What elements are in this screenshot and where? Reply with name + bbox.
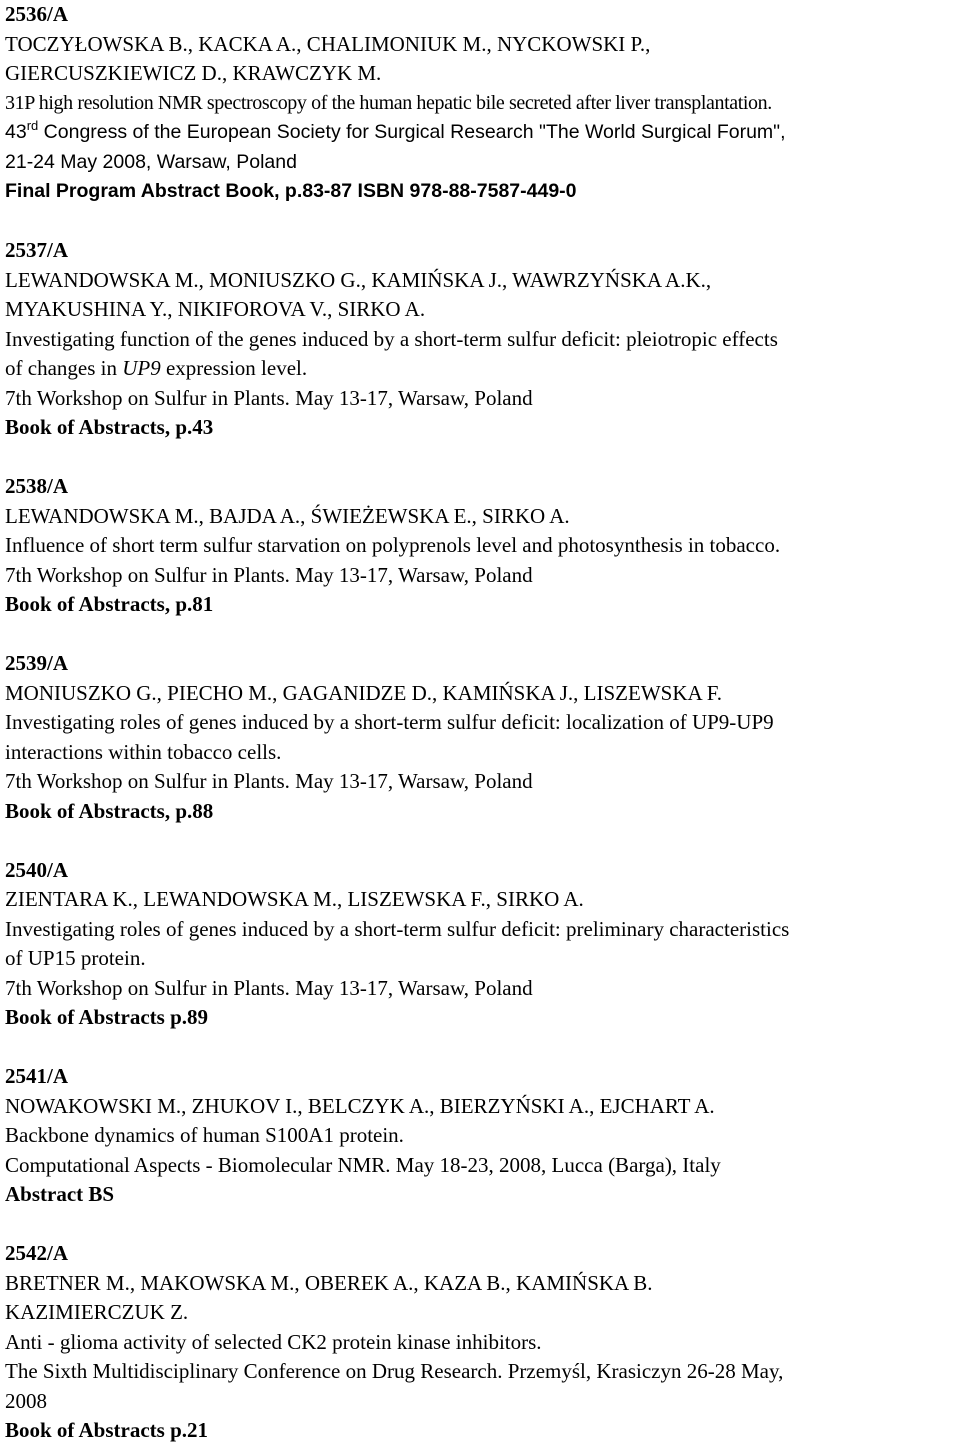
entry-title: Influence of short term sulfur starvation on polyprenols level and photosynthesis in tobacco. xyxy=(5,533,781,557)
entry-source: Book of Abstracts p.89 xyxy=(5,1005,209,1029)
publication-entry xyxy=(5,1239,955,1446)
entry-venue: 7th Workshop on Sulfur in Plants. May 13-17, Warsaw, Poland xyxy=(5,562,533,587)
entry-title: interactions within tobacco cells. xyxy=(5,739,282,764)
entry-title: of UP15 protein. xyxy=(5,946,146,970)
entry-authors: ZIENTARA K., LEWANDOWSKA M., LISZEWSKA F., SIRKO A. xyxy=(5,887,584,911)
entry-authors: GIERCUSZKIEWICZ D., KRAWCZYK M. xyxy=(5,61,382,85)
entry-title: Investigating function of the genes induced by a short-term sulfur deficit: pleiotropic effects xyxy=(5,326,778,351)
entry-venue: Computational Aspects - Biomolecular NMR. May 18-23, 2008, Lucca (Barga), Italy xyxy=(5,1152,721,1177)
entry-source: Book of Abstracts, p.88 xyxy=(5,798,214,823)
entry-title: Anti - glioma activity of selected CK2 protein kinase inhibitors. xyxy=(5,1329,542,1354)
entry-title: 31P high resolution NMR spectroscopy of the human hepatic bile secreted after liver transplantation. xyxy=(5,91,772,114)
entry-number: 2536/A xyxy=(5,2,68,26)
entry-source: Abstract BS xyxy=(5,1182,115,1206)
entry-venue: 7th Workshop on Sulfur in Plants. May 13-17, Warsaw, Poland xyxy=(5,769,533,793)
entry-authors: NOWAKOWSKI M., ZHUKOV I., BELCZYK A., BIERZYŃSKI A., EJCHART A. xyxy=(5,1093,715,1118)
entry-title: of changes in UP9 expression level. xyxy=(5,356,308,380)
publication-entry xyxy=(5,0,955,207)
publication-entry xyxy=(5,472,955,620)
entry-authors: KAZIMIERCZUK Z. xyxy=(5,1300,189,1324)
entry-number: 2539/A xyxy=(5,651,68,675)
entry-number: 2538/A xyxy=(5,474,68,498)
entry-number: 2537/A xyxy=(5,238,68,262)
entry-authors: BRETNER M., MAKOWSKA M., OBEREK A., KAZA B., KAMIŃSKA B. xyxy=(5,1270,653,1295)
entry-venue: 43rd Congress of the European Society for Surgical Research "The World Surgical Forum", xyxy=(5,117,786,143)
entry-title: Backbone dynamics of human S100A1 protein. xyxy=(5,1123,404,1147)
publication-entry xyxy=(5,1062,955,1210)
entry-source: Book of Abstracts, p.81 xyxy=(5,592,214,616)
entry-venue: The Sixth Multidisciplinary Conference on Drug Research. Przemyśl, Krasiczyn 26-28 May, xyxy=(5,1359,784,1383)
entry-venue: 2008 xyxy=(5,1388,47,1413)
entry-source: Book of Abstracts, p.43 xyxy=(5,415,214,439)
entry-number: 2541/A xyxy=(5,1064,68,1088)
entry-authors: LEWANDOWSKA M., BAJDA A., ŚWIEŻEWSKA E., SIRKO A. xyxy=(5,503,570,528)
entry-title: Investigating roles of genes induced by a short-term sulfur deficit: localization of UP9-UP9 xyxy=(5,710,774,734)
publication-entry xyxy=(5,856,955,1033)
publication-entry xyxy=(5,649,955,826)
publication-entry xyxy=(5,236,955,443)
entry-venue: 21-24 May 2008, Warsaw, Poland xyxy=(5,150,297,173)
entry-number: 2540/A xyxy=(5,857,68,882)
entry-source: Book of Abstracts p.21 xyxy=(5,1418,209,1442)
entry-authors: MYAKUSHINA Y., NIKIFOROVA V., SIRKO A. xyxy=(5,297,426,321)
entry-authors: TOCZYŁOWSKA B., KACKA A., CHALIMONIUK M., NYCKOWSKI P., xyxy=(5,31,651,56)
entry-number: 2542/A xyxy=(5,1241,68,1265)
entry-venue: 7th Workshop on Sulfur in Plants. May 13-17, Warsaw, Poland xyxy=(5,385,533,410)
entry-authors: LEWANDOWSKA M., MONIUSZKO G., KAMIŃSKA J., WAWRZYŃSKA A.K., xyxy=(5,267,712,292)
entry-authors: MONIUSZKO G., PIECHO M., GAGANIDZE D., KAMIŃSKA J., LISZEWSKA F. xyxy=(5,680,722,705)
entry-title: Investigating roles of genes induced by a short-term sulfur deficit: preliminary characteristics xyxy=(5,916,790,941)
entry-source: Final Program Abstract Book, p.83-87 ISBN 978-88-7587-449-0 xyxy=(5,180,577,202)
entry-venue: 7th Workshop on Sulfur in Plants. May 13-17, Warsaw, Poland xyxy=(5,975,533,1000)
